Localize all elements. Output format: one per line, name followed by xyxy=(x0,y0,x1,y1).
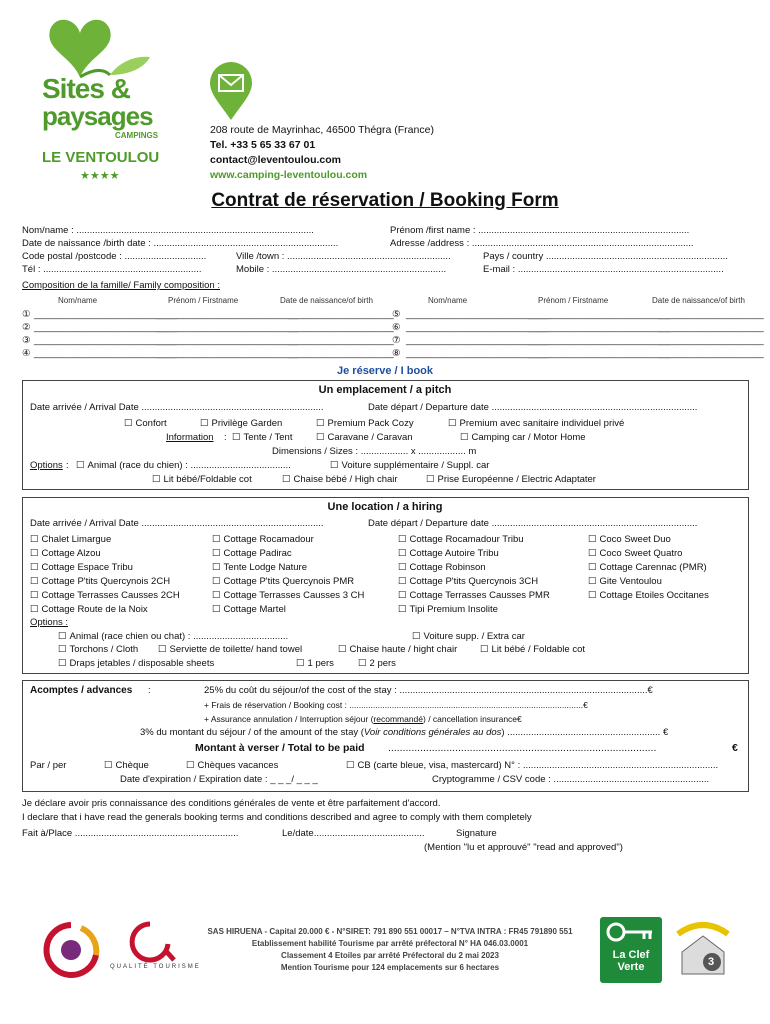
two-person-checkbox[interactable]: ☐ 2 pers xyxy=(358,658,396,669)
rental-option-checkbox[interactable]: ☐ Cottage Route de la Noix xyxy=(30,604,148,615)
qualite-tourisme-logo xyxy=(110,920,201,970)
pitch-options-colon: : xyxy=(66,460,69,471)
member-firstname-field[interactable]: ___________________________ xyxy=(528,335,671,346)
deposit-line[interactable]: 25% du coût du séjour/of the cost of the stay : ..............................................................................................€ xyxy=(204,685,653,696)
insurance-amount-b: ) .......................................................... € xyxy=(501,727,669,738)
member-number: ⑦ xyxy=(392,335,401,346)
member-birth-field[interactable]: ____________________ xyxy=(288,322,394,333)
member-name-field[interactable]: ___________________________ xyxy=(406,335,549,346)
email-text: contact@leventoulou.com xyxy=(210,154,342,166)
col-nom-right: Nom/name xyxy=(428,296,468,305)
brand-sub: CAMPINGS xyxy=(115,131,159,140)
email-field[interactable]: E-mail : .............................................................................. xyxy=(483,264,724,275)
mobile-field[interactable]: Mobile : .................................................................. xyxy=(236,264,447,275)
member-birth-field[interactable]: ____________________ xyxy=(658,309,764,320)
tel-field[interactable]: Tél : ............................................................ xyxy=(22,264,202,275)
rating-stars: ★★★★ xyxy=(80,170,120,182)
clef-line2: Verte xyxy=(617,961,645,973)
postal-field[interactable]: Code postal /postcode : ............................... xyxy=(22,251,207,262)
holiday-vouchers-checkbox[interactable]: ☐ Chèques vacances xyxy=(186,760,278,771)
footer-line1: SAS HIRUENA - Capital 20.000 € - N°SIRET: 791 890 551 00017 – N°TVA INTRA : FR45 791890 551 xyxy=(207,927,573,936)
insurance-text-a: + Assurance annulation / Interruption séjour ( xyxy=(204,714,374,724)
member-name-field[interactable]: ___________________________ xyxy=(34,348,177,359)
col-birth-left: Date de naissance/of birth xyxy=(280,296,373,305)
rental-option-checkbox[interactable]: ☐ Cottage Etoiles Occitanes xyxy=(588,590,709,601)
insurance-text-b: ) / cancellation insurance€ xyxy=(423,714,522,724)
insurance-amount-line[interactable] xyxy=(140,727,668,738)
motorhome-checkbox[interactable]: ☐ Camping car / Motor Home xyxy=(460,432,586,443)
contact-block xyxy=(210,123,434,183)
signature-label[interactable]: Signature xyxy=(456,828,497,839)
member-number: ③ xyxy=(22,335,31,346)
address-field[interactable]: Adresse /address : .................................................................................... xyxy=(390,238,694,249)
footer-line2: Etablissement habilité Tourisme par arrêté préfectoral N° HA 046.03.0001 xyxy=(251,939,529,948)
pitch-options-label: Options xyxy=(30,460,63,471)
total-label: Montant à verser / Total to be paid xyxy=(195,742,365,754)
tourism-region-logo xyxy=(36,920,106,983)
rental-option-checkbox[interactable]: ☐ Cottage Autoire Tribu xyxy=(398,548,499,559)
phone-text: Tel. +33 5 65 33 67 01 xyxy=(210,139,316,151)
rental-option-checkbox[interactable]: ☐ Tente Lodge Nature xyxy=(212,562,307,573)
member-firstname-field[interactable]: ___________________________ xyxy=(528,322,671,333)
tent-checkbox[interactable]: ☐ Tente / Tent xyxy=(232,432,292,443)
card-checkbox[interactable]: ☐ CB (carte bleue, visa, mastercard) N° : .......................................................................... xyxy=(346,760,718,771)
insurance-amount-italic: Voir conditions générales au dos xyxy=(363,727,502,738)
member-firstname-field[interactable]: ___________________________ xyxy=(528,348,671,359)
rental-option-checkbox[interactable]: ☐ Cottage Martel xyxy=(212,604,286,615)
brand-line1: Sites & xyxy=(42,73,130,104)
place-field[interactable]: Fait à/Place .............................................................. xyxy=(22,828,239,839)
rental-option-checkbox[interactable]: ☐ Cottage P'tits Quercynois 3CH xyxy=(398,576,538,587)
clef-verte-text xyxy=(600,949,662,973)
booking-cost-line[interactable]: + Frais de réservation / Booking cost : ...................................................................................................€ xyxy=(204,700,588,710)
gites-badge xyxy=(672,914,734,983)
pitch-arrival[interactable]: Date arrivée / Arrival Date ..................................................................... xyxy=(30,402,324,413)
information-label: Information xyxy=(166,432,214,443)
rental-option-checkbox[interactable]: ☐ Cottage Carennac (PMR) xyxy=(588,562,707,573)
member-number: ⑤ xyxy=(392,309,401,320)
information-colon: : xyxy=(224,432,227,443)
rental-option-checkbox[interactable]: ☐ Cottage Terrasses Causses PMR xyxy=(398,590,550,601)
member-number: ① xyxy=(22,309,31,320)
insurance-recommended: recommandé xyxy=(373,714,424,724)
nom-field[interactable]: Nom/name : .......................................................................................... xyxy=(22,225,314,236)
key-icon xyxy=(600,917,662,947)
rental-option-checkbox[interactable]: ☐ Cottage P'tits Quercynois 2CH xyxy=(30,576,170,587)
hiring-title: Une location / a hiring xyxy=(327,501,443,513)
rental-option-checkbox[interactable]: ☐ Cottage Espace Tribu xyxy=(30,562,133,573)
country-field[interactable]: Pays / country ..................................................................... xyxy=(483,251,728,262)
footer-line3: Classement 4 Etoiles par arrêté Préfectoral du 2 mai 2023 xyxy=(281,951,499,960)
advances-label: Acomptes / advances xyxy=(30,685,133,696)
footer-line4: Mention Tourisme pour 124 emplacements sur 6 hectares xyxy=(280,963,500,972)
total-currency: € xyxy=(732,742,738,754)
birthdate-field[interactable]: Date de naissance /birth date : ...................................................................... xyxy=(22,238,339,249)
website-link[interactable]: www.camping-leventoulou.com xyxy=(210,169,368,181)
pitch-highchair-checkbox[interactable]: ☐ Chaise bébé / High chair xyxy=(282,474,398,485)
page-title: Contrat de réservation / Booking Form xyxy=(211,190,559,211)
member-firstname-field[interactable]: ___________________________ xyxy=(156,309,299,320)
member-name-field[interactable]: ___________________________ xyxy=(406,348,549,359)
member-name-field[interactable]: ___________________________ xyxy=(34,309,177,320)
rental-option-checkbox[interactable]: ☐ Gite Ventoulou xyxy=(588,576,662,587)
cheque-checkbox[interactable]: ☐ Chèque xyxy=(104,760,149,771)
member-firstname-field[interactable]: ___________________________ xyxy=(528,309,671,320)
pitch-premium-sanitaire-checkbox[interactable]: ☐ Premium avec sanitaire individuel privé xyxy=(448,418,624,429)
camp-name: LE VENTOULOU xyxy=(42,149,160,166)
cloth-checkbox[interactable]: ☐ Torchons / Cloth xyxy=(58,644,138,655)
rental-option-checkbox[interactable]: ☐ Cottage Rocamadour Tribu xyxy=(398,534,524,545)
member-birth-field[interactable]: ____________________ xyxy=(288,348,394,359)
rental-option-checkbox[interactable]: ☐ Cottage Rocamadour xyxy=(212,534,314,545)
rental-option-checkbox[interactable]: ☐ Cottage Robinson xyxy=(398,562,486,573)
pitch-premium-cozy-checkbox[interactable]: ☐ Premium Pack Cozy xyxy=(316,418,414,429)
rental-option-checkbox[interactable]: ☐ Cottage Padirac xyxy=(212,548,292,559)
pitch-adapter-checkbox[interactable]: ☐ Prise Européenne / Electric Adaptater xyxy=(426,474,596,485)
hiring-options-label: Options : xyxy=(30,617,69,628)
gites-number: 3 xyxy=(708,956,715,968)
mail-pin-icon xyxy=(208,62,254,125)
total-dots[interactable]: ............................................................................................ xyxy=(388,742,657,754)
rental-option-checkbox[interactable]: ☐ Cottage P'tits Quercynois PMR xyxy=(212,576,354,587)
hiring-highchair-checkbox[interactable]: ☐ Chaise haute / hight chair xyxy=(338,644,457,655)
dimensions-field[interactable]: Dimensions / Sizes : .................. x .................. m xyxy=(272,446,477,457)
declaration-en: I declare that i have read the generals booking terms and conditions described and agree to comply with them completely xyxy=(22,812,532,823)
hiring-arrival[interactable]: Date arrivée / Arrival Date ..................................................................... xyxy=(30,518,324,529)
one-person-checkbox[interactable]: ☐ 1 pers xyxy=(296,658,334,669)
rental-option-checkbox[interactable]: ☐ Cottage Terrasses Causses 3 CH xyxy=(212,590,364,601)
member-birth-field[interactable]: ____________________ xyxy=(288,335,394,346)
col-birth-right: Date de naissance/of birth xyxy=(652,296,745,305)
pitch-title: Un emplacement / a pitch xyxy=(318,384,452,396)
pitch-departure[interactable]: Date départ / Departure date .............................................................................. xyxy=(368,402,698,413)
hiring-cot-checkbox[interactable]: ☐ Lit bébé / Foldable cot xyxy=(480,644,585,655)
expiration-field[interactable]: Date d'expiration / Expiration date : _ _ _/ _ _ _ xyxy=(120,774,318,785)
pay-by-label: Par / per xyxy=(30,760,67,771)
clef-line1: La Clef xyxy=(612,949,650,961)
member-name-field[interactable]: ___________________________ xyxy=(34,335,177,346)
rental-option-checkbox[interactable]: ☐ Coco Sweet Quatro xyxy=(588,548,682,559)
rental-option-checkbox[interactable]: ☐ Chalet Limargue xyxy=(30,534,111,545)
towel-checkbox[interactable]: ☐ Serviette de toilette/ hand towel xyxy=(158,644,302,655)
member-number: ⑥ xyxy=(392,322,401,333)
insurance-line[interactable] xyxy=(204,714,522,724)
rental-option-checkbox[interactable]: ☐ Coco Sweet Duo xyxy=(588,534,671,545)
col-nom-left: Nom/name xyxy=(58,296,98,305)
member-number: ② xyxy=(22,322,31,333)
rental-option-checkbox[interactable]: ☐ Cottage Alzou xyxy=(30,548,101,559)
member-birth-field[interactable]: ____________________ xyxy=(658,348,764,359)
campsite-logo xyxy=(40,15,170,185)
pitch-cot-checkbox[interactable]: ☐ Lit bébé/Foldable cot xyxy=(152,474,252,485)
cvv-field[interactable]: Cryptogramme / CSV code : ........................................................... xyxy=(432,774,710,785)
member-name-field[interactable]: ___________________________ xyxy=(34,322,177,333)
member-name-field[interactable]: ___________________________ xyxy=(406,309,549,320)
member-birth-field[interactable]: ____________________ xyxy=(658,322,764,333)
hiring-extra-car-checkbox[interactable]: ☐ Voiture supp. / Extra car xyxy=(412,631,525,642)
clef-verte-badge xyxy=(600,917,662,983)
sheets-checkbox[interactable]: ☐ Draps jetables / disposable sheets xyxy=(58,658,214,669)
brand-line2: paysages xyxy=(42,101,153,131)
qualite-tourisme-text: QUALITÉ TOURISME xyxy=(110,964,201,970)
hiring-animal-checkbox[interactable]: ☐ Animal (race chien ou chat) : .................................... xyxy=(58,631,288,642)
member-firstname-field[interactable]: ___________________________ xyxy=(156,348,299,359)
book-heading: Je réserve / I book xyxy=(337,365,433,377)
member-number: ④ xyxy=(22,348,31,359)
footer-legal xyxy=(180,926,600,974)
family-heading: Composition de la famille/ Family composition : xyxy=(22,280,220,291)
rental-option-checkbox[interactable]: ☐ Tipi Premium Insolite xyxy=(398,604,498,615)
signature-mention: (Mention "lu et approuvé" "read and approved") xyxy=(424,842,623,853)
date-field[interactable]: Le/date.......................................... xyxy=(282,828,425,839)
advances-colon: : xyxy=(148,685,151,696)
insurance-amount-a: 3% du montant du séjour / of the amount of the stay ( xyxy=(140,727,364,738)
pitch-animal-checkbox[interactable]: ☐ Animal (race du chien) : ...................................... xyxy=(76,460,291,471)
member-firstname-field[interactable]: ___________________________ xyxy=(156,335,299,346)
caravan-checkbox[interactable]: ☐ Caravane / Caravan xyxy=(316,432,413,443)
member-birth-field[interactable]: ____________________ xyxy=(288,309,394,320)
col-prenom-right: Prénom / Firstname xyxy=(538,296,609,305)
hiring-departure[interactable]: Date départ / Departure date .............................................................................. xyxy=(368,518,698,529)
member-name-field[interactable]: ___________________________ xyxy=(406,322,549,333)
member-number: ⑧ xyxy=(392,348,401,359)
col-prenom-left: Prénom / Firstname xyxy=(168,296,239,305)
member-birth-field[interactable]: ____________________ xyxy=(658,335,764,346)
pitch-confort-checkbox[interactable]: ☐ Confort xyxy=(124,418,167,429)
rental-option-checkbox[interactable]: ☐ Cottage Terrasses Causses 2CH xyxy=(30,590,180,601)
member-firstname-field[interactable]: ___________________________ xyxy=(156,322,299,333)
town-field[interactable]: Ville /town : .............................................................. xyxy=(236,251,451,262)
pitch-privilege-checkbox[interactable]: ☐ Privilège Garden xyxy=(200,418,282,429)
declaration-fr: Je déclare avoir pris connaissance des conditions générales de vente et être parfaitement d'accord. xyxy=(22,798,441,809)
address-text: 208 route de Mayrinhac, 46500 Thégra (France) xyxy=(210,124,434,136)
prenom-field[interactable]: Prénom /first name : ................................................................................ xyxy=(390,225,690,236)
pitch-extra-car-checkbox[interactable]: ☐ Voiture supplémentaire / Suppl. car xyxy=(330,460,489,471)
